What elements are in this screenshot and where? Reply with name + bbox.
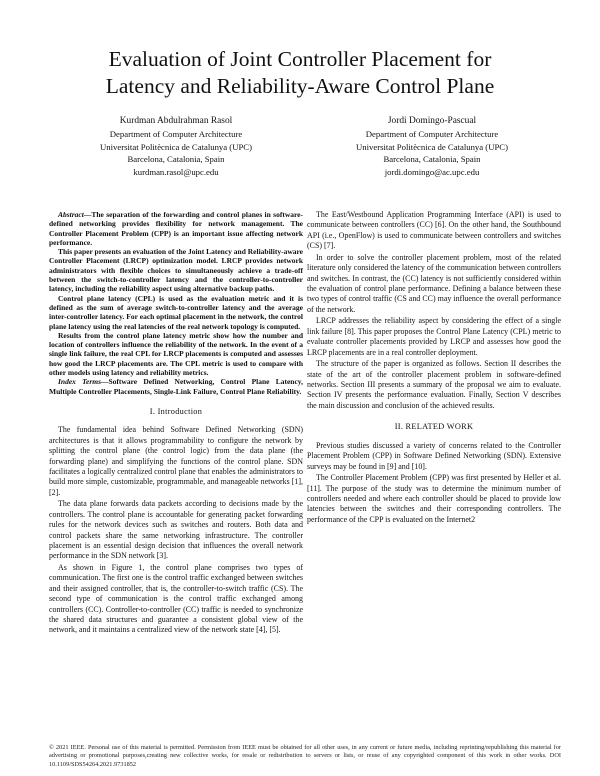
section-heading-introduction: I. Introduction	[149, 406, 203, 416]
intro-paragraph-1: The fundamental idea behind Software Defined Networking (SDN) architectures is that it allows programmability to configure the network by splitting the control plane (the control logic) from the data plane (the forwarding plane) and simplifying the functions of the control plane. SDN facilitates a logically centralized control plane that enables the administrators to build more simple, customizable, programmable, and manageable networks [1], [2].	[49, 425, 303, 497]
author-city: Barcelona, Catalonia, Spain	[127, 154, 225, 165]
paper-title	[40, 46, 560, 100]
abstract	[49, 210, 303, 396]
author-email: kurdman.rasol@upc.edu	[133, 166, 219, 177]
author-department: Department of Computer Architecture	[365, 129, 499, 140]
author-block-1	[51, 115, 301, 178]
abstract-paragraph-3: Control plane latency (CPL) is used as the evaluation metric and it is defined as the sum of average switch-to-controller latency and the average inter-controller latency. For each optimal placement in the network, the control plane latency using the real latencies of the real network topology is computed.	[49, 293, 303, 331]
intro-paragraph-5: In order to solve the controller placement problem, most of the related literature only considered the latency of the communication between controllers and switches. In contrast, the (CC) latency is not sufficiently considered within the evaluation of control plane performance. Defining a balance between these two types of control traffic (CS and CC) may influence the overall performance of the network.	[307, 252, 561, 314]
intro-paragraph-6: LRCP addresses the reliability aspect by considering the effect of a single link failure [8]. This paper proposes the Control Plane Latency (CPL) metric to evaluate controller placements provided by LRCP and assesses how good the LRCP placements are in a real controller deployment.	[307, 316, 561, 357]
author-name: Kurdman Abdulrahman Rasol	[119, 116, 233, 126]
related-paragraph-2: The Controller Placement Problem (CPP) was first presented by Heller et al. [11]. The purpose of the study was to determine the minimum number of controllers needed and where each controller should be placed to provide low latencies between the switches and their corresponding controllers. The performance of the CPP is evaluated on the Internet2	[307, 473, 561, 524]
author-university: Universitat Politècnica de Catalunya (UPC)	[100, 141, 252, 152]
abstract-paragraph-2: This paper presents an evaluation of the Joint Latency and Reliability-aware Controller Placement (LRCP) optimization model. LRCP provides network administrators with flexible choices to simultaneously achieve a trade-off between the switch-to-controller latency and the controller-to-controller latency, including the reliability aspect using alternative backup paths.	[49, 247, 304, 294]
author-department: Department of Computer Architecture	[109, 129, 243, 140]
paper-title-line-1: Evaluation of Joint Controller Placement for	[108, 47, 492, 71]
author-block-2	[307, 115, 557, 178]
abstract-label: Abstract—	[58, 210, 92, 219]
section-heading-related-work: II. RELATED WORK	[394, 422, 474, 432]
left-column	[49, 210, 303, 637]
intro-paragraph-2: The data plane forwards data packets according to decisions made by the controllers. The control plane is accountable for generating packet forwarding rules for the network devices such as switches and routers. Both data and control packets share the same networking infrastructure. The controller placement is an essential design decision that influences the overall network performance in the SDN network [3].	[49, 499, 303, 561]
paper-title-line-2: Latency and Reliability-Aware Control Plane	[105, 74, 495, 98]
intro-paragraph-7: The structure of the paper is organized as follows. Section II describes the state of the art of the controller placement problem in software-defined networks. Section III presents a summary of the proposal we aim to evaluate. Section IV presents the performance evaluation. Finally, Section V describes the main discussion and conclusion of the achieved results.	[307, 359, 561, 410]
abstract-paragraph-1: The separation of the forwarding and control planes in software-defined networking provides flexibility for network management. The Controller Placement Problem (CPP) is an important issue affecting network performance.	[49, 210, 303, 247]
related-paragraph-1: Previous studies discussed a variety of concerns related to the Controller Placement Problem (CPP) in Software Defined Networking (SDN). Extensive surveys may be found in [9] and [10].	[307, 440, 561, 471]
author-email: jordi.domingo@ac.upc.edu	[384, 166, 480, 177]
intro-paragraph-4: The East/Westbound Application Programming Interface (API) is used to communicate between controllers (CC) [6]. On the other hand, the Southbound API (i.e., OpenFlow) is used to communicate between controllers and switches (CS) [7].	[307, 210, 561, 251]
author-university: Universitat Politècnica de Catalunya (UPC)	[356, 141, 508, 152]
index-terms-text: Software Defined Networking, Control Plane Latency, Multiple Controller Placements, Single-Link Failure, Control Plane Reliability.	[49, 377, 303, 396]
intro-paragraph-3: As shown in Figure 1, the control plane comprises two types of communication. The first one is the control traffic exchanged between switches and their assigned controller, that is, the controller-to-switch traffic (CS). The second type of communication is the control traffic exchanged among controllers (CC). Controller-to-controller (CC) traffic is needed to synchronize the shared data structures and guarantee a consistent global view of the network, and it maintains a centralized view of the network state [4], [5].	[49, 563, 303, 635]
author-name: Jordi Domingo-Pascual	[387, 116, 477, 126]
index-terms-label: Index Terms—	[58, 377, 109, 387]
copyright-footer: © 2021 IEEE. Personal use of this material is permitted. Permission from IEEE must be obtained for all other uses, in any current or future media, including reprinting/republishing this material for advertising or promotional purposes,creating new collective works, for resale or redistribution to servers or lists, or reuse of any copyrighted component of this work in other works. DOI 10.1109/SDS54264.2021.9731852	[49, 744, 561, 768]
right-column	[307, 210, 561, 526]
author-city: Barcelona, Catalonia, Spain	[383, 154, 481, 165]
abstract-paragraph-4: Results from the control plane latency metric show how the number and location of controllers influence the reliability of the network. In the event of a single link failure, the real CPL for LRCP placements is computed and assesses how good the LRCP placements are. The CPL metric is used to compare with other models using latency and reliability metrics.	[49, 330, 303, 378]
